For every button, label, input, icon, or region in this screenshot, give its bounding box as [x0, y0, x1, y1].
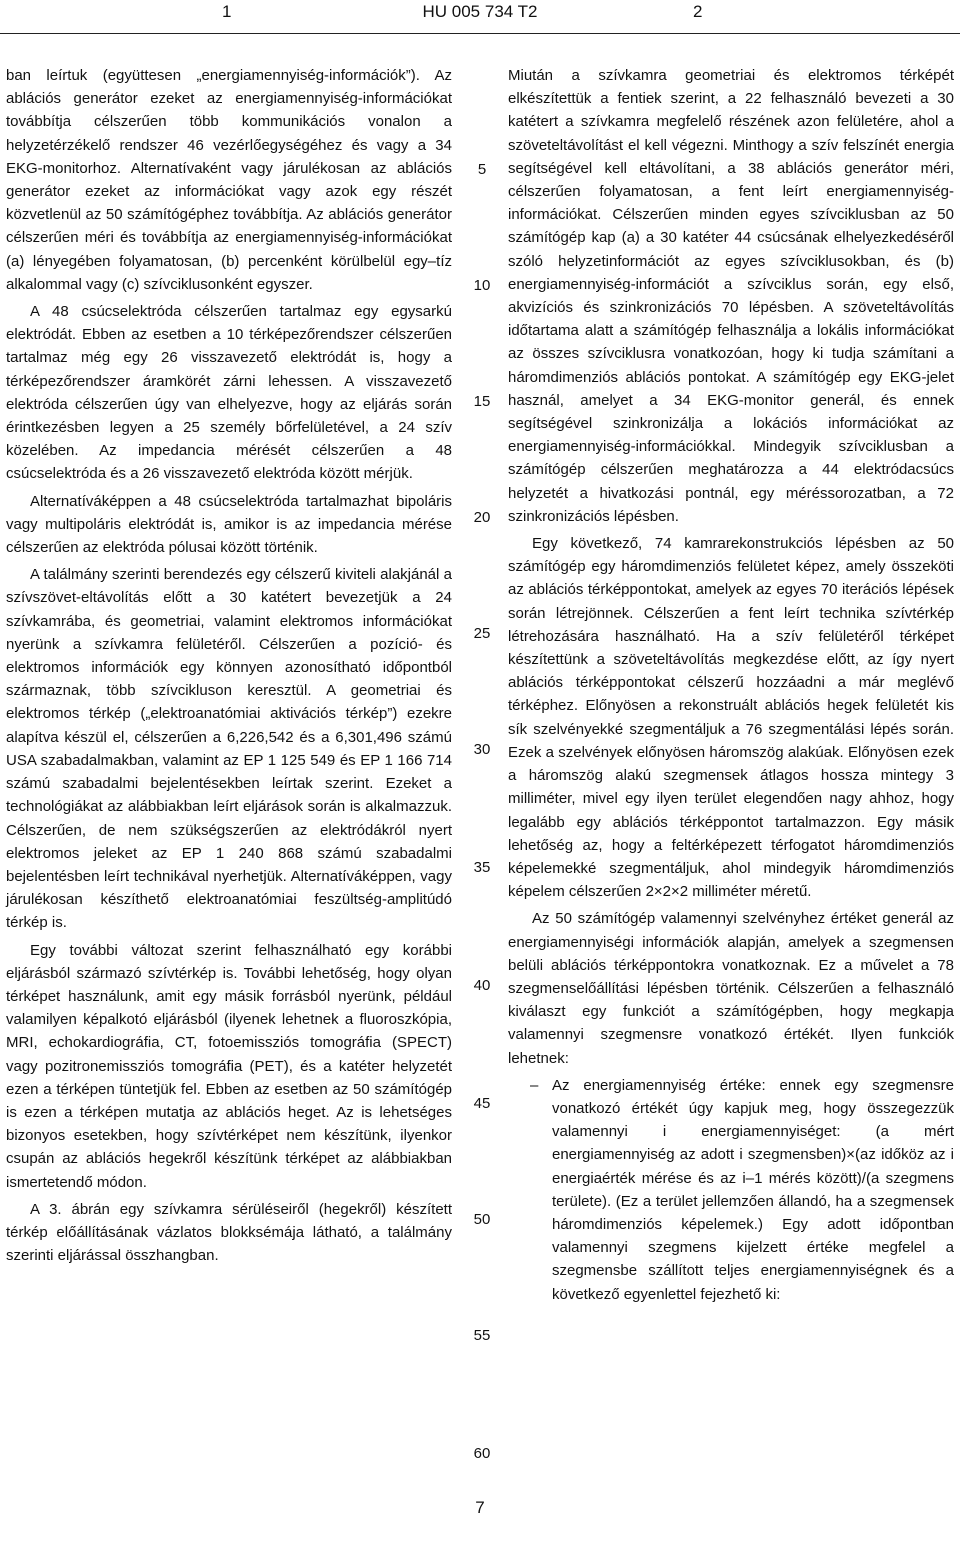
dash-bullet: – — [530, 1076, 539, 1094]
left-paragraph-5: Egy további változat szerint felhasználható egy korábbi eljárásból származó szívtérkép is. További lehetőség, hogy olyan térképet használunk, amit egy másik forrásból nyerünk, például valamilyen képalkotó eljárásból (ilyenek lehetnek a fluoroszkópia, MRI, echokardiográfia, CT, fotoemissziós tomográfia (SPECT) vagy pozitronemissziós tomográfia (PET), és a katéter helyzetét ezen a térképen tüntetjük fel. Ebben az esetben az 50 számítógép is ezen a térképen mutatja az ablációs heget. Az is lehetséges bizonyos esetekben, hogy szívtérképet nem készítünk, ilyenkor csupán az ablációs hegekről készítünk térképet az alábbiakban ismertetendő módon. — [6, 941, 452, 1191]
document-id: HU 005 734 T2 — [422, 2, 538, 21]
line-number: 25 — [473, 625, 491, 642]
right-paragraph-2: Egy következő, 74 kamrarekonstrukciós lépésben az 50 számítógép egy háromdimenziós felületet képez, amely összeköti az ablációs térképpontokat, amelyek az egyes 70 iterációs lépések során létrejönnek. Célszerűen a fent leírt technika szívtérkép létrehozására használható. Ha a szív felületéről térképet készítettünk a szöveteltávolítás megkezdése előtt, az így nyert ablációs térképpontokat célszerű hozzáadni a már meglévő térképhez. Előnyösen a rekonstruált ablációs hegek felületét kis sík szelvényekké szegmentáljuk a 76 szegmentálási lépés során. Ezek a szelvények előnyösen háromszög alakúak. Előnyösen ezek a háromszög alakú szegmensek átlagos hossza mintegy 3 milliméter, mivel egy ilyen terület elegendően nagy ahhoz, hogy legalább egy ablációs térképpontot tartalmazzon. Egy másik lehetőség az, hogy a feltérképezett térfogatot háromdimenziós képelemekké szegmentáljuk, ahol mindegyik háromdimenziós képelem célszerűen 2×2×2 milliméter méretű. — [508, 535, 954, 901]
line-number: 10 — [473, 277, 491, 294]
dash-item-text: Az energiamennyiség értéke: ennek egy szegmensre vonatkozó értékét úgy kapjuk meg, hogy összegezzük valamennyi i energiamennyiséget: (a mért energiamennyiség az adott i szegmensben)×(az időköz az i energiaérték mérése és az i–1 mérés között)/(a szegmens területe). (Ez a terület jellemzően állandó, ha a szegmensek háromdimenziós képelemek.) Egy adott időpontban valamennyi szegmens kijelzett értéke megfelel a szegmensbe szállított teljes energiamennyiségnek és a következő egyenlettel fejezhető ki: — [552, 1076, 954, 1303]
line-number: 50 — [473, 1211, 491, 1228]
left-paragraph-3: Alternatíváképpen a 48 csúcselektróda tartalmazhat bipoláris vagy multipoláris elektródát is, amikor is az impedancia mérése célszerűen az elektróda pólusai között történik. — [6, 492, 452, 557]
line-numbers — [460, 64, 504, 1484]
left-paragraph-4: A találmány szerinti berendezés egy célszerű kiviteli alakjánál a szívszövet-eltávolítás előtt a 30 katétert bevezetjük a 24 szívkamrába, és geometriai, valamint elektromos információkat nyerünk a szívkamra felületéről. Célszerűen a pozíció- és elektromos információk egy könnyen azonosítható időpontból származnak, több szívcikluson keresztül. A geometriai és elektromos térkép („elektroanatómiai aktivációs térkép”) ezekre alapítva készül el, célszerűen a 6,226,542 és a 6,301,496 számú USA szabadalmakban, valamint az EP 1 125 549 és EP 1 166 714 számú szabadalmi bejelentésekben leírtak szerint. Ezeket a technológiákat az alábbiakban leírt eljárások során is alkalmazzuk. Célszerűen, de nem szükségszerűen az elektródákról nyert elektromos jeleket az EP 1 240 868 számú szabadalmi bejelentésben leírt technikával nyerhetjük. Alternatíváképpen, vagy járulékosan készíthető elektroanatómiai feszültség-amplitúdó térkép is. — [6, 566, 452, 932]
line-number: 40 — [473, 977, 491, 994]
right-paragraph-1: Miután a szívkamra geometriai és elektromos térképét elkészítettük a fentiek szerint, a 22 felhasználó bevezeti a 30 katétert a szívkamra megfelelő részének azon felületére, ahol a szöveteltávolítást el kell végezni. Minthogy a szív felszínét energia segítségével kell eltávolítani, a 38 ablációs generátor méri, célszerűen folyamatosan, a fent leírt energiamennyiség-információkat. Célszerűen minden egyes szívciklusban az 50 számítógép kap (a) a 30 katéter 44 csúcsának elhelyezkedéséről szóló helyzetinformációt az egyes szívciklusokban, és (b) energiamennyiség-információt a szívciklus során, egy első, akvizíciós és szinkronizációs 70 lépésben. A szöveteltávolítás időtartama alatt a számítógép felhasználja a lokális információkat az összes szívciklusra vonatkozóan, hogy ki tudja számítani a háromdimenziós ablációs pontokat. A számítógép egy EKG-jelet használ, amelyet a 34 EKG-monitor generál, és ennek segítségével szinkronizálja a lokációs információkat az energiamennyiség-információkkal. Mindegyik szívciklusban a számítógép célszerűen meghatározza a 44 elektródacsúcs helyzetét a hivatkozási pontnál, egy méréssorozatban, a 72 szinkronizációs lépésben. — [508, 67, 954, 525]
header-page-right: 2 — [693, 2, 703, 21]
line-number: 5 — [477, 161, 487, 178]
line-number: 35 — [473, 859, 491, 876]
line-number: 20 — [473, 509, 491, 526]
left-paragraph-6: A 3. ábrán egy szívkamra sérüléseiről (hegekről) készített térkép előállításának vázlatos blokksémája látható, a találmány szerinti eljárással összhangban. — [6, 1200, 452, 1265]
line-number: 60 — [473, 1445, 491, 1462]
header-rule — [0, 33, 960, 34]
dash-list-item — [508, 1074, 954, 1306]
left-column — [6, 64, 452, 1267]
line-number: 15 — [473, 393, 491, 410]
right-column — [508, 64, 954, 1306]
left-paragraph-2: A 48 csúcselektróda célszerűen tartalmaz egy egysarkú elektródát. Ebben az esetben a 10 térképezőrendszer célszerűen tartalmaz még egy 26 visszavezető elektródát is, hogy a térképezőrendszer áramkörét zárni lehessen. A visszavezető elektróda célszerűen úgy van elhelyezve, hogy az eljárás során érintkezésben legyen a 25 személy bőrfelületével, a 24 szív közelében. Az impedancia mérését célszerűen a 48 csúcselektróda és a 26 visszavezető elektróda között mérjük. — [6, 303, 452, 483]
left-paragraph-1: ban leírtuk (együttesen „energiamennyiség-információk”). Az ablációs generátor ezeket az energiamennyiség-információkat továbbítja célszerűen több kommunikációs vonalon a helyzetérzékelő rendszer 46 vezérlőegységéhez és vagy a 34 EKG-monitorhoz. Alternatívaként vagy járulékosan az ablációs generátor ezeket az információkat vagy azok egy részét közvetlenül az 50 számítógéphez továbbítja. Az ablációs generátor célszerűen méri és továbbítja az energiamennyiség-információkat (a) lényegében folyamatosan, (b) percenként körülbelül egy–tíz alkalommal vagy (c) szívciklusonként egyszer. — [6, 67, 452, 293]
line-number: 45 — [473, 1095, 491, 1112]
right-paragraph-3: Az 50 számítógép valamennyi szelvényhez értéket generál az energiamennyiségi információk alapján, amelyek a szegmensen belüli ablációs térképpontokra vonatkoznak. Ez a művelet a 78 szegmenselőállítási lépésben történik. Célszerűen a felhasználó kiválaszt egy funkciót a számítógépben, hogy megkapja valamennyi szegmensre vonatkozó értékét. Ilyen funkciók lehetnek: — [508, 910, 954, 1067]
footer-page-number: 7 — [475, 1498, 485, 1517]
header-page-left: 1 — [222, 2, 232, 21]
line-number: 55 — [473, 1327, 491, 1344]
line-number: 30 — [473, 741, 491, 758]
